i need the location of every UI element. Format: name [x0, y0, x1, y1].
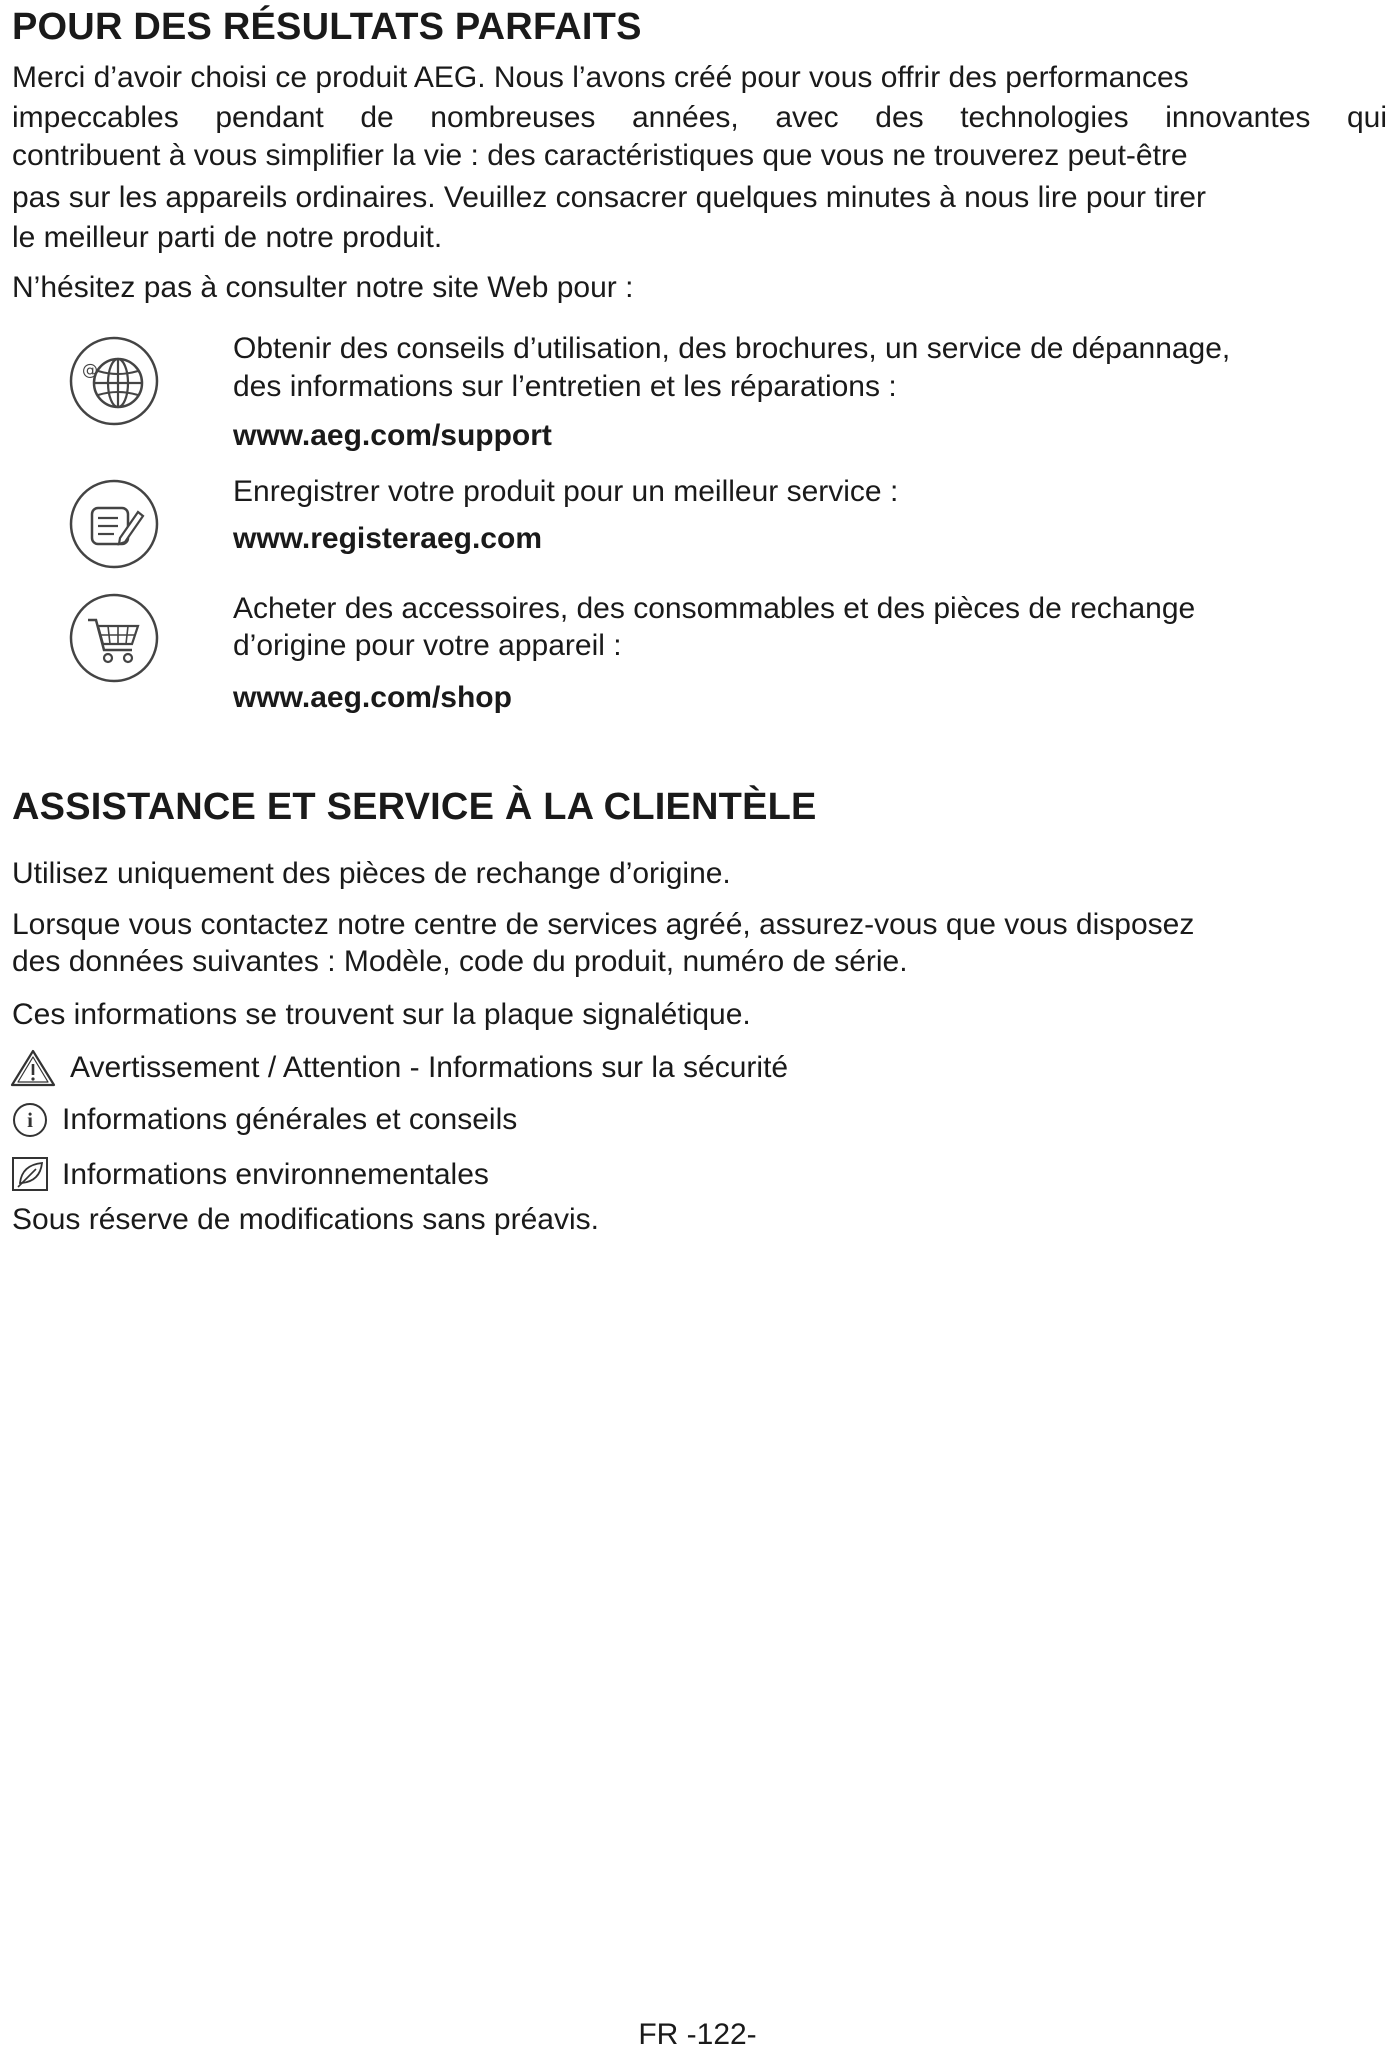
section-title-customer-service: ASSISTANCE ET SERVICE À LA CLIENTÈLE	[12, 786, 817, 828]
rating-plate-text: Ces informations se trouvent sur la plaque signalétique.	[12, 998, 751, 1031]
svg-text:i: i	[27, 1108, 33, 1132]
legend-item-info	[10, 1100, 517, 1140]
legend-info-text: Informations générales et conseils	[62, 1103, 518, 1136]
support-desc-line-1: Obtenir des conseils d’utilisation, des brochures, un service de dépannage,	[233, 332, 1231, 365]
leaf-environment-icon	[10, 1155, 56, 1195]
support-link[interactable]: www.aeg.com/support	[233, 419, 552, 452]
section-title-perfect-results: POUR DES RÉSULTATS PARFAITS	[12, 6, 642, 48]
shopping-cart-icon	[68, 592, 160, 684]
intro-line-5: le meilleur parti de notre produit.	[12, 221, 443, 254]
intro-line-2: impeccables pendant de nombreuses années, avec des technologies innovantes qui	[12, 101, 1387, 134]
register-link[interactable]: www.registeraeg.com	[233, 522, 542, 555]
support-desc-line-2: des informations sur l’entretien et les réparations :	[233, 370, 897, 403]
register-document-icon	[68, 478, 160, 570]
legend-environment-text: Informations environnementales	[62, 1158, 489, 1191]
info-circle-icon	[10, 1100, 56, 1140]
shop-link[interactable]: www.aeg.com/shop	[233, 681, 512, 714]
legend-warning-text: Avertissement / Attention - Informations sur la sécurité	[70, 1051, 789, 1084]
contact-info-line-2: des données suivantes : Modèle, code du produit, numéro de série.	[12, 945, 908, 978]
globe-icon	[68, 335, 160, 427]
shop-desc-line-1: Acheter des accessoires, des consommables et des pièces de rechange	[233, 592, 1196, 625]
genuine-parts-text: Utilisez uniquement des pièces de rechange d’origine.	[12, 857, 731, 890]
intro-line-3: contribuent à vous simplifier la vie : des caractéristiques que vous ne trouverez peut-être	[12, 139, 1188, 172]
legend-item-warning	[10, 1048, 788, 1088]
notice-text: Sous réserve de modifications sans préavis.	[12, 1203, 599, 1236]
register-desc-line-1: Enregistrer votre produit pour un meilleur service :	[233, 475, 899, 508]
website-prompt: N’hésitez pas à consulter notre site Web pour :	[12, 271, 634, 304]
intro-line-4: pas sur les appareils ordinaires. Veuillez consacrer quelques minutes à nous lire pour tirer	[12, 181, 1206, 214]
intro-line-1: Merci d’avoir choisi ce produit AEG. Nous l’avons créé pour vous offrir des performances	[12, 61, 1189, 94]
svg-text:@: @	[82, 360, 98, 379]
legend-item-environment	[10, 1155, 489, 1195]
warning-triangle-icon	[10, 1048, 56, 1088]
contact-info-line-1: Lorsque vous contactez notre centre de services agréé, assurez-vous que vous disposez	[12, 908, 1195, 941]
page-number: FR -122-	[638, 2018, 757, 2051]
shop-desc-line-2: d’origine pour votre appareil :	[233, 629, 622, 662]
